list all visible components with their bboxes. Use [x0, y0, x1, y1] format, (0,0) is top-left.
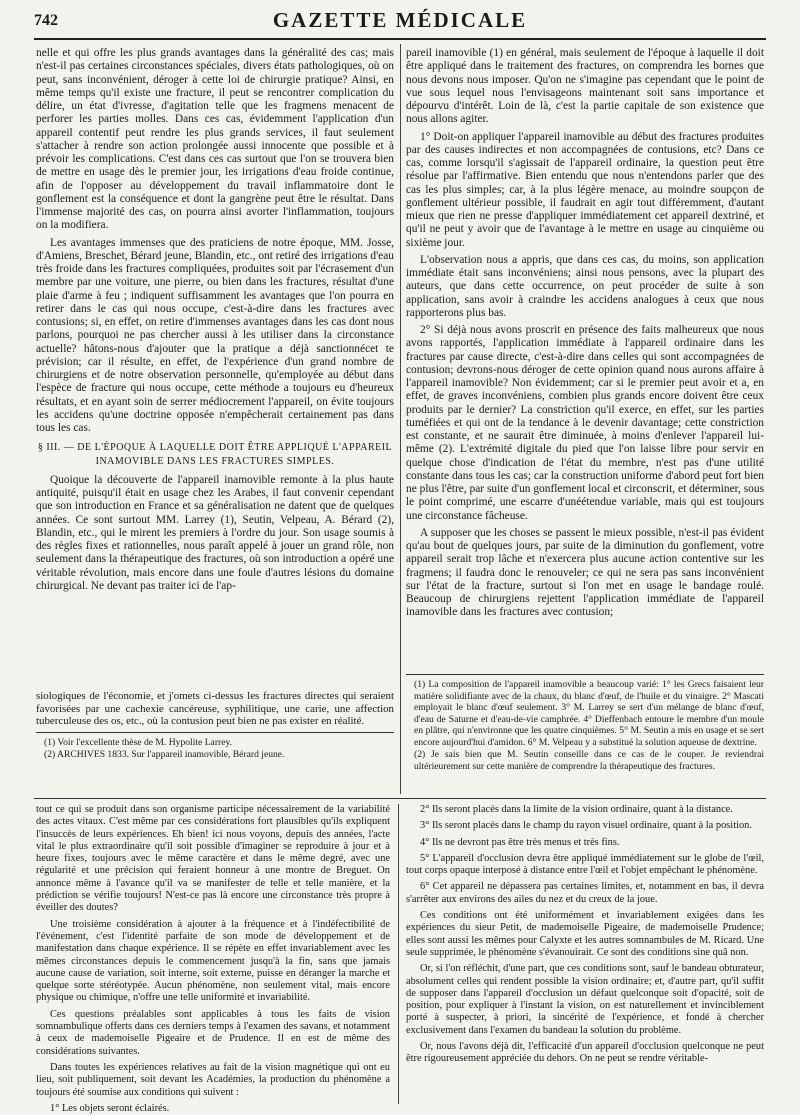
paragraph: Les avantages immenses que des praticiens de notre époque, MM. Josse, d'Amiens, Breschet, Bérard jeune, Blandin, etc., ont retiré des irrigations d'eau très froide dans les fractures compliquées, produites soit par l'écrasement d'un membre par une voiture, une pierre, ou bien dans les fractures, résultat d'une plaie d'arme à feu ; indiquent suffisamment les avantages que l'on pourra en retirer dans le cas qui nous occupe, c'est-à-dire dans les fractures avec contusions; si, en effet, on retire d'immenses avantages dans les cas dont nous parlons, pourquoi ne pas chercher aussi à les utiliser dans la circonstance actuelle? hâtons-nous d'ajouter que la pratique a déjà sanctionnécet te prévision; car il résulte, en effet, de l'expérience d'un grand nombre de chirurgiens et de notre observation personnelle, qu'employée au début dans l'espèce de fracture qui nous occupe, cette méthode a toujours eu d'heureux résultats, et en ayant soin de serrer médiocrement l'appareil, on évite toujours les accidens qu'une doctrine opposée n'empêcherait certainement pas dans tous les cas. — [36, 236, 394, 434]
paragraph: Une troisième considération à ajouter à la fréquence et à l'indéfectibilité de l'événement, c'est l'identité parfaite de son mode de développement et de manifestation dans chaque expérience. Il se répète en effet invariablement avec les mêmes circonstances depuis le commencement jusqu'à la fin, sans que jamais aucune cause de variation, soit interne, soit externe, puisse en déranger la marche et quelque sorte stéréotypée. Aucun phénomène, non seulement vital, mais encore physique ou chimique, n'offre une telle uniformité et invariabilité. — [36, 918, 390, 1004]
list-item: 5° L'appareil d'occlusion devra être appliqué immédiatement sur le globe de l'œil, tout corps opaque interposé à distance entre l'œil et l'objet empêchant le phénomène. — [406, 852, 764, 877]
column-bottom-right — [406, 804, 764, 1104]
header-rule — [34, 38, 766, 40]
paragraph: L'observation nous a appris, que dans ces cas, du moins, son application immédiate était sans inconvéniens; ainsi nous pensons, avec la plupart des auteurs, que dans cette occurrence, on peut procéder de suite à son application, sans avoir à craindre les accidens analogues à ceux que nous rapporterons plus bas. — [406, 253, 764, 319]
paragraph: siologiques de l'économie, et j'omets ci-dessus les fractures directes qui seraient favorisées par une cachexie cancéreuse, syphilitique, une carie, une affection tuberculeuse des os, etc., où la contusion peut bien ne pas exister en réalité. — [36, 690, 394, 728]
paragraph: pareil inamovible (1) en général, mais seulement de l'époque à laquelle il doit être appliqué dans le traitement des fractures, on comprendra les bornes que nous devons nous imposer. Qu'on ne s'imagine pas cependant que le point de vue sous lequel nous l'envisageons maintenant soit sans importance et dépourvu d'intérêt. Loin de là, c'est la partie capitale de son existence que nous allons agiter. — [406, 47, 764, 126]
paragraph: Ces conditions ont été uniformément et invariablement exigées dans les expériences du sieur Petit, de mademoiselle Pigeaire, de mademoiselle Prudence; elles sont aussi les mêmes pour Calyxte et les autres somnambules de M. Ricard. Une seule supprimée, le phénomène s'évanouirait. Ce sont des conditions sine quâ non. — [406, 910, 764, 958]
column-divider — [400, 44, 401, 794]
paragraph: 2° Si déjà nous avons proscrit en présence des faits malheureux que nous avons rapportés, l'application immédiate à l'appareil ordinaire dans les fractures par cause directe, c'est-à-dire dans celles qui sont accompagnées de contusion; devrons-nous déroger de cette opinion quand nous aurons affaire à l'appareil inamovible? Non évidemment; car si le premier peut avoir et a, en effet, de graves inconvéniens, combien plus grands encore doivent être ceux produits par le dernier? La constriction qu'il exerce, en effet, sur les parties tuméfiées et qui ont de la tendance à le devenir davantage; cette constriction est constante, et ne saurait être diminuée, à moins d'enlever l'appareil lui-même (2). L'extrémité digitale du pied que l'on laisse libre pour servir en quelque chose d'indication de l'état du membre, n'est pas d'une utilité constante dans tous les cas; car la construction uniforme d'abord peut fort bien ne plus l'être, par suite d'un gonflement local et circonscrit, et déterminer, sous le point comprimé, une escarre d'unéétendue variable, mais qui est toujours une circonstance fâcheuse. — [406, 324, 764, 522]
column-divider — [398, 804, 399, 1104]
column-top-left — [36, 47, 394, 683]
footnote: (1) Voir l'excellente thèse de M. Hypolite Larrey. — [44, 736, 233, 748]
page-number: 742 — [34, 12, 58, 29]
page-header — [34, 8, 766, 34]
footnote: (1) La composition de l'appareil inamovible a beaucoup varié: 1° les Grecs faisaient leur matière solidifiante avec de la chaux, du blanc d'œuf, de l'huile et du vinaigre. 2° Mascati employait le blanc d'œuf seulement. 3° M. Larrey se sert d'un mélange de blanc d'œuf, d'eau de Saturne et d'eau-de-vie camphrée. 4° Dieffenbach entoure le membre d'un moule en plâtre, qui n'environne que les quatre cinquièmes. 5° M. Seutin a mis en usage et se sert encore aujourd'hui d'amidon. 6° M. Velpeau y a substitué la solution aqueuse de dextrine. — [414, 679, 764, 748]
list-item: 4° Ils ne devront pas être très menus et très fins. — [420, 836, 620, 848]
column-top-left-lower — [36, 690, 394, 790]
paragraph: Or, nous l'avons déjà dit, l'efficacité d'un appareil d'occlusion quelconque ne peut être rigoureusement appréciée du dehors. On ne peut se rendre véritable- — [406, 1041, 764, 1065]
list-item: 2° Ils seront placés dans la limite de la vision ordinaire, quant à la distance. — [420, 804, 733, 815]
paragraph: tout ce qui se produit dans son organisme participe nécessairement de la variabilité des actes vitaux. C'est même par ces considérations fort plausibles qu'ils expliquent l'insuccès de leurs expériences. Eh bien! ici nous voyons, depuis des années, l'acte vital le plus extraordinaire qu'il soit possible d'imaginer se reproduire à jour et à heure fixes, toujours avec le même caractère et dans le même degré, avec une régularité et une précision qui feraient honneur à une montre de Breguet. On annonce même à l'avance qu'il va se manifester de telle et telle manière, et la prédiction se vérifie toujours! N'est-ce pas là encore une circonstance très propre à éveiller des doutes? — [36, 804, 390, 914]
list-item: 1° Les objets seront éclairés. — [50, 1102, 170, 1114]
section-rule — [34, 798, 766, 799]
footnote-rule — [406, 674, 764, 675]
list-item: 6° Cet appareil ne dépassera pas certaines limites, et, notamment en bas, il devra s'arrêter aux environs des ailes du nez et du creux de la joue. — [406, 881, 764, 905]
footnote: (2) Je sais bien que M. Seutin conseille dans ce cas de le couper. Je reviendrai ultérieurement sur cette manière de comprendre la thérapeutique des fractures. — [414, 749, 764, 772]
paragraph: Dans toutes les expériences relatives au fait de la vision magnétique qui ont eu lieu, soit publiquement, soit devant les Académies, la production du phénomène a toujours été soumise aux conditions qui suivent : — [36, 1061, 390, 1098]
paragraph: 1° Doit-on appliquer l'appareil inamovible au début des fractures produites par des causes indirectes et non accompagnées de contusions, etc? Dans ce cas, comme lorsqu'il s'agissait de l'appareil ordinaire, la question peut être résolue par l'affirmative. Bien entendu que nous n'entendons parler que des cas les plus simples; car, à la plus légère menace, au moindre soupçon de gonflement ultérieur possible, il faudrait en agir tout différemment, d'autant mieux que rien ne presse d'appliquer immédiatement cet appareil dextriné, et qu'il ne peut y avoir que de l'avantage à le mettre en usage au cinquième ou sixième jour. — [406, 130, 764, 249]
column-top-right — [406, 47, 764, 667]
paragraph: Or, si l'on réfléchit, d'une part, que ces conditions sont, sauf le bandeau obturateur, absolument celles qui rendent possible la vision ordinaire; et, d'autre part, qu'il suffit de supposer dans l'appareil d'occlusion un défaut quelconque soit d'opacité, soit de position, pour expliquer à l'instant la vision, on est naturellement et invinciblement porté à suspecter, à priori, la sincérité de l'expérience, et fondé à chercher exclusivement dans l'examen du bandeau la solution du problème. — [406, 963, 764, 1036]
footnote-rule — [36, 732, 394, 733]
column-bottom-left — [36, 804, 390, 1114]
journal-title: GAZETTE MÉDICALE — [272, 8, 528, 32]
column-top-right-notes — [406, 672, 764, 792]
list-item: 3° Ils seront placés dans le champ du rayon visuel ordinaire, quant à la position. — [420, 820, 752, 832]
paragraph: nelle et qui offre les plus grands avantages dans la généralité des cas; mais n'est-il pas certaines circonstances spéciales, divers états pathologiques, où on peut, sans inconvénient, déroger à cette loi de chirurgie pratique? Ainsi, en même temps qu'il existe une fracture, il peut se rencontrer complication du délire, un état d'ivresse, d'agitation telle que les fragmens menacent de perforer les parties molles. Dans ces cas, évidemment l'application d'un appareil contentif peut rendre les plus grands services, il faut seulement s'attacher à rendre son action prolongée aussi innocente que possible et à prévoir les complications. C'est dans ces cas surtout que l'on se trouvera bien de mettre en usage dès le premier jour, les irrigations d'eau froide continue, afin de l'opposer au développement du travail inflammatoire dont le gonflement est la conséquence et dont la gangrène peut être le résultat. Dans l'immense majorité des cas, on pourra ainsi avorter l'inflammation, toujours on la modifiera. — [36, 47, 394, 232]
footnote: (2) ARCHIVES 1833. Sur l'appareil inamovible, Bérard jeune. — [44, 749, 285, 761]
paragraph: Ces questions préalables sont applicables à tous les faits de vision somnambulique offerts dans ces derniers temps à l'examen des savans, et notamment à ceux de mademoiselle Pigeaire et de Prudence. Il en est de même des considérations suivantes. — [36, 1008, 390, 1057]
paragraph: Quoique la découverte de l'appareil inamovible remonte à la plus haute antiquité, puisqu'il était en usage chez les Arabes, il faut convenir cependant que son introduction en France et sa généralisation ne datent que de quelques années. Ce sont surtout MM. Larrey (1), Seutin, Velpeau, A. Bérard (2), Blandin, etc., qui le mirent les premiers à l'ordre du jour. Son usage soumis à des règles fixes et rationnelles, nous paraît appelé à jouer un grand rôle, non seulement dans la thérapeutique des fractures, où son introduction a opéré une véritable révolution, mais encore dans une foule d'autres lésions du domaine chirurgical. Ne devant pas traiter ici de l'ap- — [36, 473, 394, 592]
paragraph: A supposer que les choses se passent le mieux possible, n'est-il pas évident qu'au bout de quelques jours, par suite de la diminution du gonflement, votre appareil serait trop lâche et n'exercera plus aucune action contentive sur les fragmens; il faudra donc le renouveler; ce qui ne sera pas sans inconvénient sur l'état de la fracture, surtout si l'on met en usage le bandage roulé. Beaucoup de chirurgiens rejettent l'application immédiate de l'appareil inamovible dans les fractures avec contusion; — [406, 526, 764, 619]
section-heading: § III. — DE L'ÉPOQUE À LAQUELLE DOIT ÊTRE APPLIQUÉ L'APPAREIL INAMOVIBLE DANS LES FRACTURES SIMPLES. — [37, 442, 393, 467]
